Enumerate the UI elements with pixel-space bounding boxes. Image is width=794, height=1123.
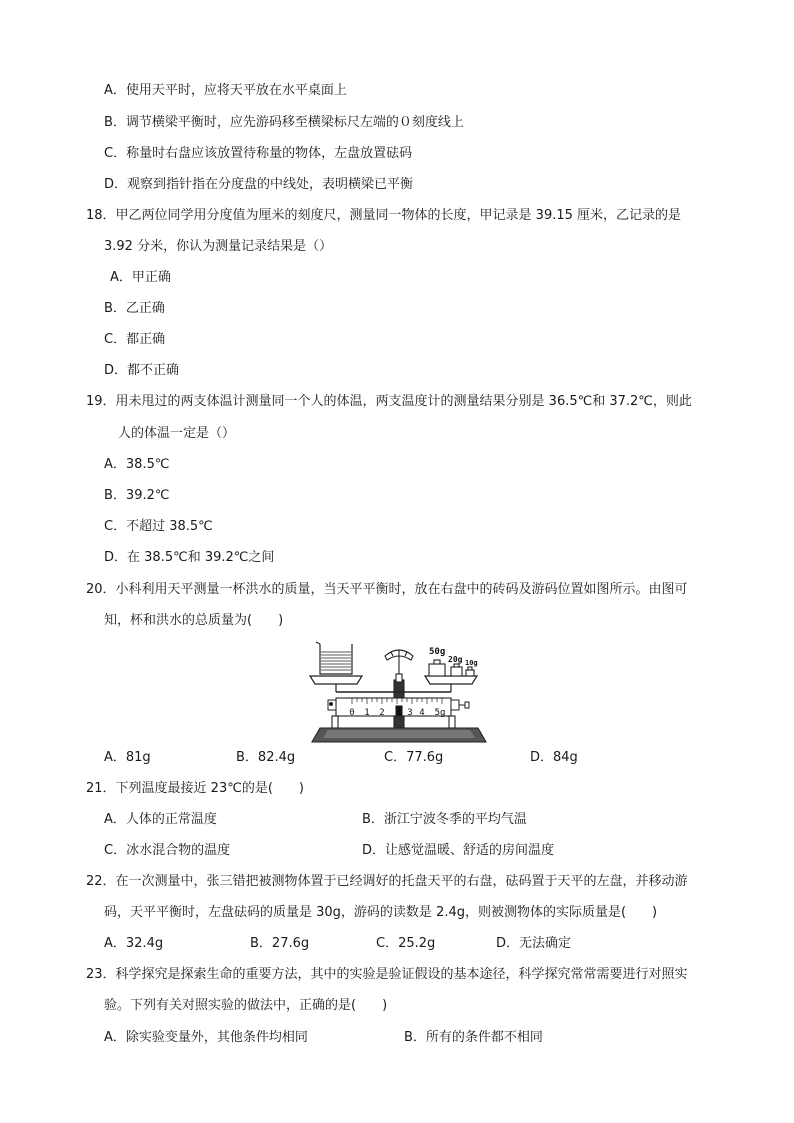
scale-label-1: 1 <box>364 708 370 718</box>
q21-option-a: A．人体的正常温度 <box>104 812 217 827</box>
q19-stem-line1: 19．用未甩过的两支体温计测量同一个人的体温，两支温度计的测量结果分别是 36.5℃和 37.2℃，则此 <box>86 394 692 409</box>
q22-stem-line2: 码，天平平衡时，左盘砝码的质量是 30g，游码的读数是 2.4g，则被测物体的实际质量是( ) <box>104 905 658 920</box>
q23-option-b: B．所有的条件都不相同 <box>404 1030 543 1045</box>
weight-label-50g: 50g <box>429 647 446 657</box>
q22-option-a: A．32.4g <box>104 936 164 951</box>
q20-stem-line1: 20．小科利用天平测量一杯洪水的质量，当天平平衡时，放在右盘中的砖码及游码位置如图所示。由图可 <box>86 582 688 597</box>
left-pan <box>310 676 362 692</box>
pointer-dial <box>385 650 413 702</box>
q17-option-a: A．使用天平时，应将天平放在水平桌面上 <box>104 83 347 98</box>
q20-option-d: D．84g <box>530 750 578 765</box>
rider-icon <box>396 706 402 716</box>
q17-option-c: C．称量时右盘应该放置待称量的物体，左盘放置砝码 <box>104 146 413 161</box>
beaker-icon <box>316 642 352 674</box>
q18-stem-line2: 3.92 分米，你认为测量记录结果是（） <box>104 239 333 254</box>
q20-stem-line2: 知，杯和洪水的总质量为( ) <box>104 613 284 628</box>
balance-figure <box>300 640 500 744</box>
scale-label-3: 3 <box>407 708 413 718</box>
q19-stem-line2: 人的体温一定是（） <box>118 426 236 441</box>
q22-option-b: B．27.6g <box>250 936 310 951</box>
q19-option-c: C．不超过 38.5℃ <box>104 519 213 534</box>
q18-option-c: C．都正确 <box>104 332 166 347</box>
scale-label-5g: 5g <box>434 708 446 718</box>
q18-option-b: B．乙正确 <box>104 301 165 316</box>
q20-option-c: C．77.6g <box>384 750 444 765</box>
q19-option-d: D．在 38.5℃和 39.2℃之间 <box>104 550 275 565</box>
q17-option-b: B．调节横梁平衡时，应先游码移至横梁标尺左端的０刻度线上 <box>104 115 464 130</box>
scale-label-2: 2 <box>379 708 385 718</box>
q21-stem: 21．下列温度最接近 23℃的是( ) <box>86 781 304 796</box>
q19-option-a: A．38.5℃ <box>104 457 170 472</box>
q17-option-d: D．观察到指针指在分度盘的中线处，表明横梁已平衡 <box>104 177 414 192</box>
q22-option-d: D．无法确定 <box>496 936 572 951</box>
q21-option-d: D．让感觉温暖、舒适的房间温度 <box>362 843 555 858</box>
right-pan <box>425 676 477 692</box>
q21-option-c: C．冰水混合物的温度 <box>104 843 231 858</box>
q22-option-c: C．25.2g <box>376 936 436 951</box>
balance-base <box>312 716 486 742</box>
q20-option-b: B．82.4g <box>236 750 296 765</box>
scale-label-4: 4 <box>419 708 425 718</box>
weight-label-10g: 10g <box>465 659 478 667</box>
q20-option-a: A．81g <box>104 750 151 765</box>
q18-option-d: D．都不正确 <box>104 363 180 378</box>
q23-stem-line2: 验。下列有关对照实验的做法中，正确的是( ) <box>104 998 388 1013</box>
q18-option-a: A．甲正确 <box>110 270 171 285</box>
weight-label-20g: 20g <box>448 655 463 664</box>
q21-option-b: B．浙江宁波冬季的平均气温 <box>362 812 527 827</box>
q23-stem-line1: 23．科学探究是探索生命的重要方法，其中的实验是验证假设的基本途径，科学探究常常需要进行对照实 <box>86 967 688 982</box>
q23-option-a: A．除实验变量外，其他条件均相同 <box>104 1030 308 1045</box>
q19-option-b: B．39.2℃ <box>104 488 170 503</box>
scale-label-0: 0 <box>349 708 355 718</box>
q18-stem-line1: 18．甲乙两位同学用分度值为厘米的刻度尺，测量同一物体的长度，甲记录是 39.15 厘米，乙记录的是 <box>86 208 682 223</box>
q22-stem-line1: 22．在一次测量中，张三错把被测物体置于已经调好的托盘天平的右盘，砝码置于天平的左盘，并移动游 <box>86 874 688 889</box>
